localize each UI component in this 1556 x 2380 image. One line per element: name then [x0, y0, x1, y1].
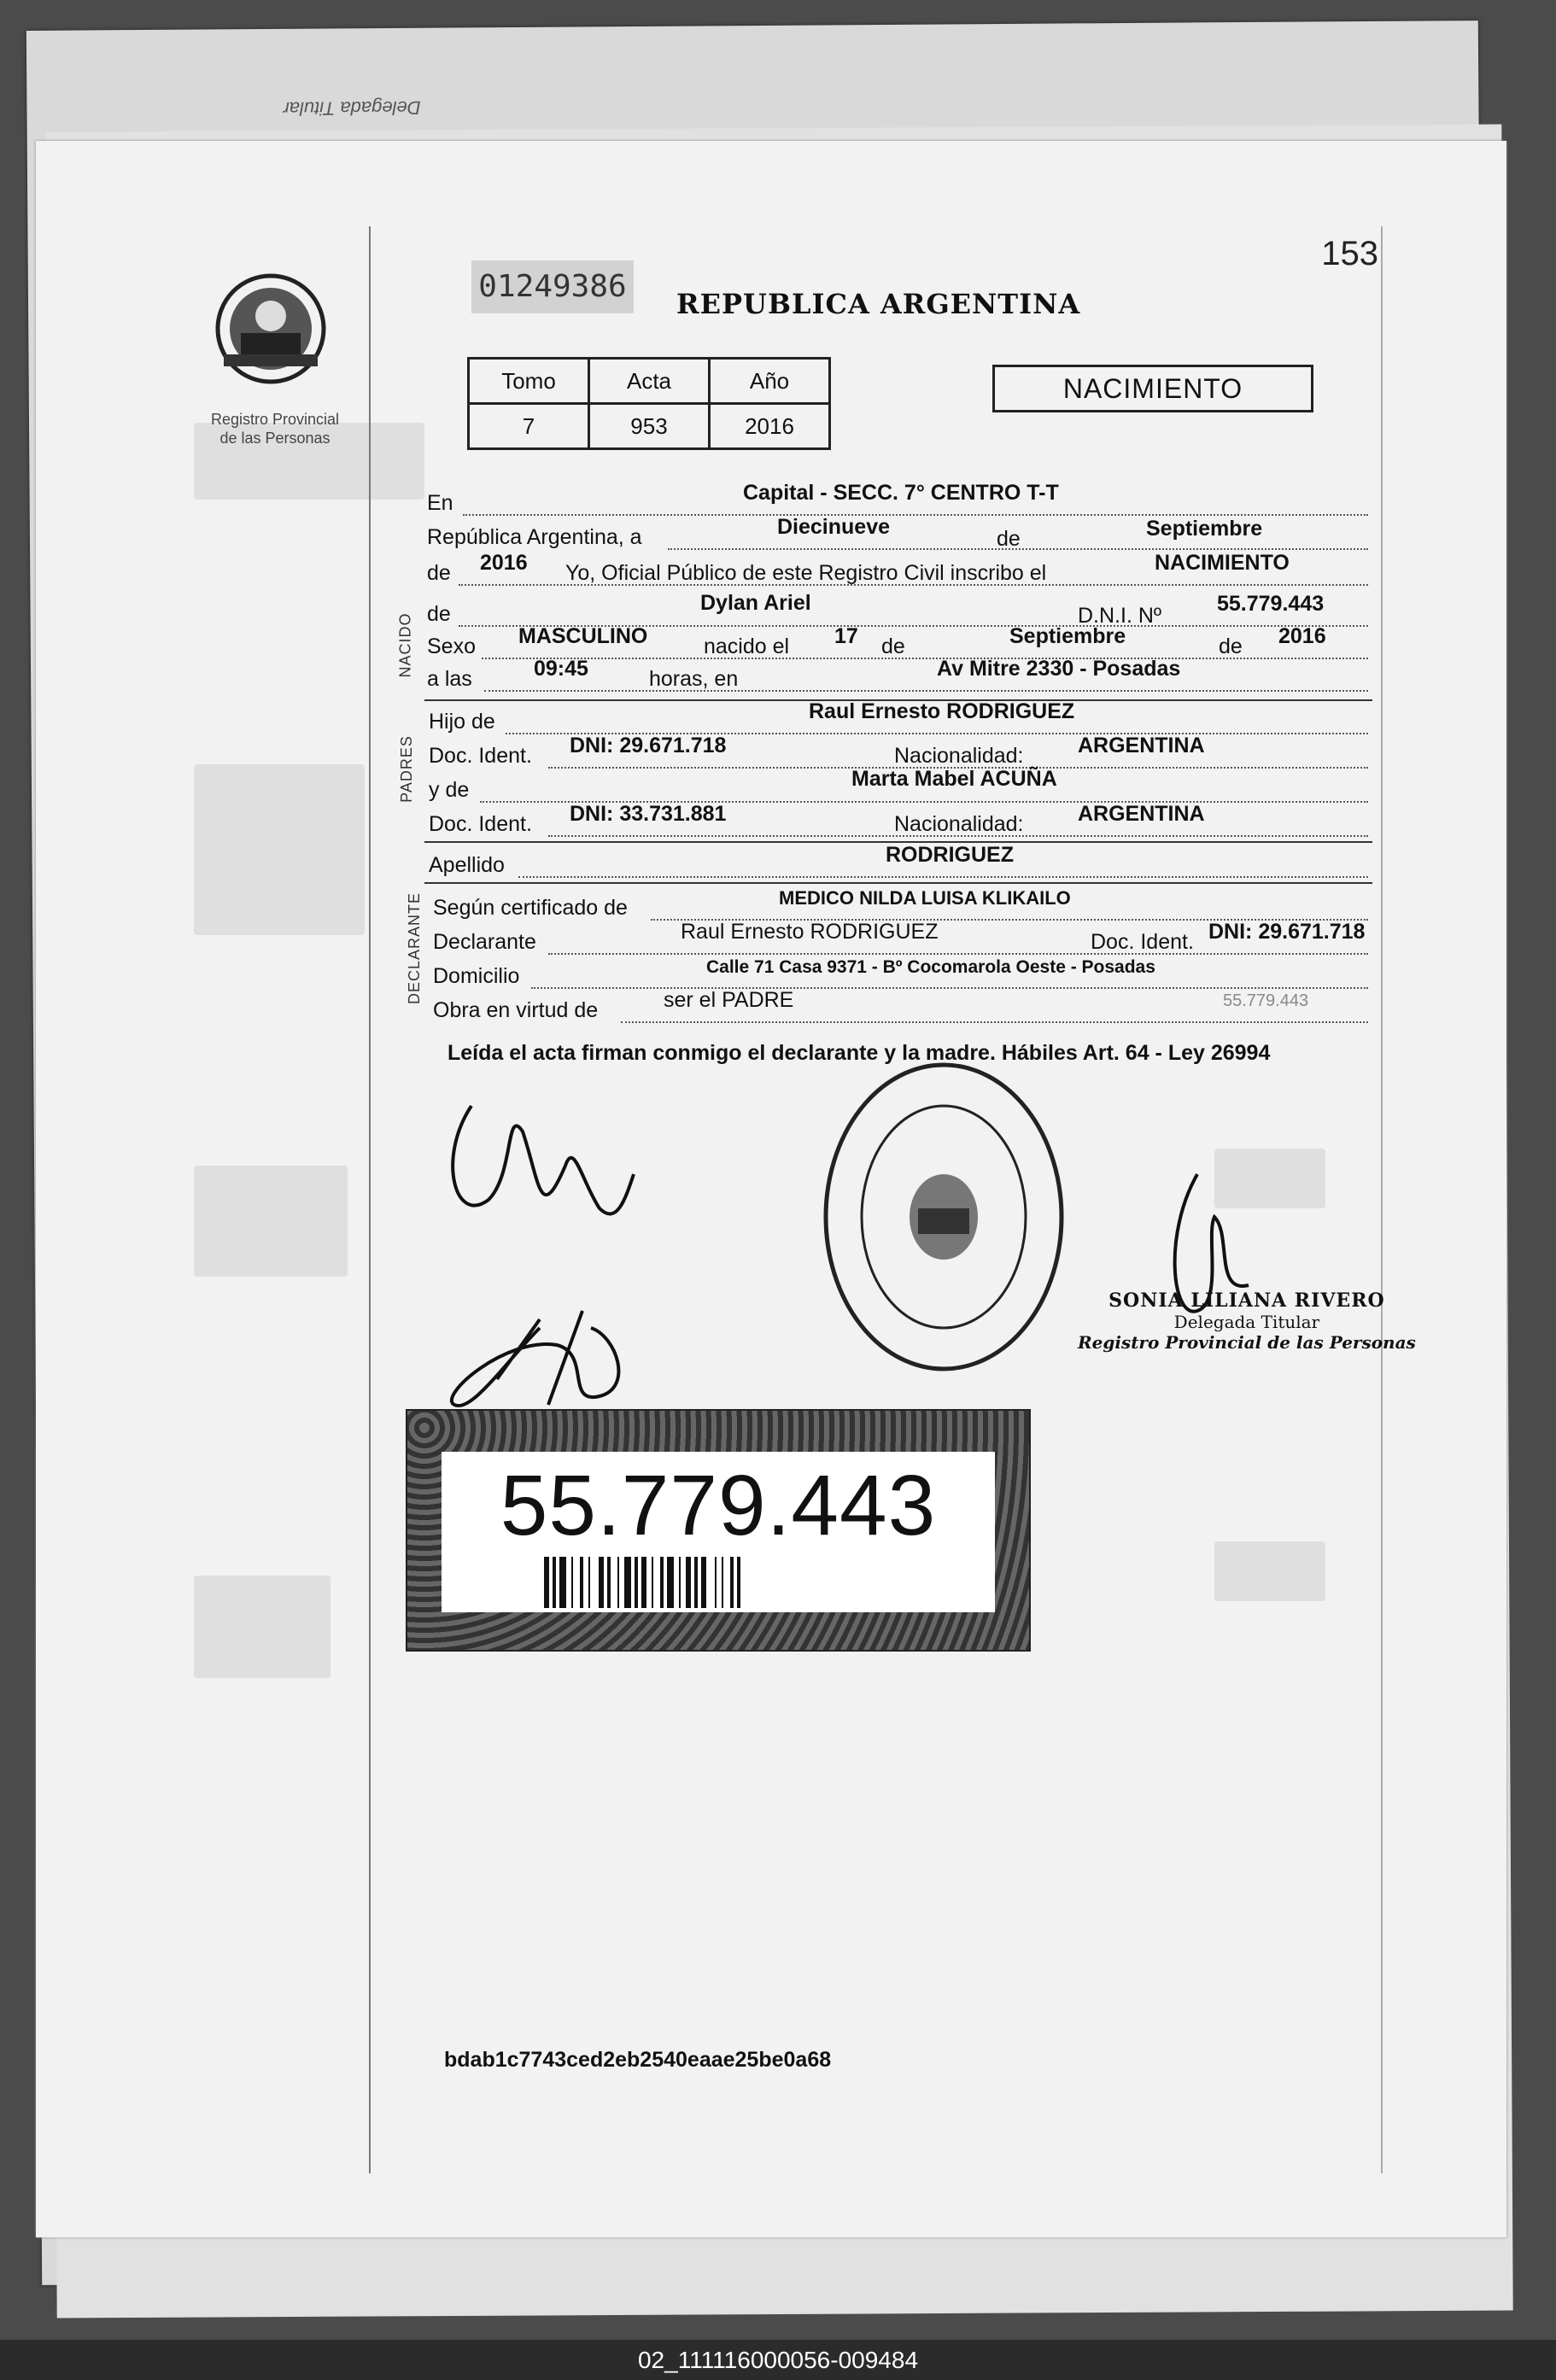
scan-filename: 02_111116000056-009484	[0, 2340, 1556, 2380]
bleed-through-mark	[194, 764, 365, 935]
value-hora: 09:45	[534, 657, 588, 681]
barcode-bar	[652, 1557, 653, 1608]
official-signature-block	[1078, 1289, 1416, 1353]
bleed-through-mark	[1214, 1541, 1325, 1601]
barcode-bar	[667, 1557, 674, 1608]
barcode-bar	[624, 1557, 631, 1608]
value-madre-doc: DNI: 33.731.881	[570, 802, 727, 826]
barcode-bar	[660, 1557, 664, 1608]
barcode-bar	[730, 1557, 734, 1608]
barcode-bar	[607, 1557, 611, 1608]
value-sexo: MASCULINO	[518, 624, 648, 648]
barcode-bar	[580, 1557, 583, 1608]
label-declarante: Declarante	[433, 930, 536, 954]
value-anio-nac: 2016	[1278, 624, 1326, 648]
value-padre-nac: ARGENTINA	[1078, 734, 1205, 757]
registry-caption-line: de las Personas	[219, 430, 331, 447]
value-tomo: 7	[469, 404, 589, 449]
barcode-label	[406, 1409, 1031, 1652]
label-dni: D.N.I. Nº	[1078, 604, 1162, 628]
value-anio: 2016	[710, 404, 830, 449]
birth-certificate-page	[36, 141, 1506, 2237]
barcode-bars-icon	[544, 1557, 903, 1608]
side-label-nacido: NACIDO	[396, 612, 414, 678]
margin-line	[369, 226, 371, 2173]
closing-statement: Leída el acta firman conmigo el declarante y la madre. Hábiles Art. 64 - Ley 26994	[447, 1041, 1271, 1065]
label-apellido: Apellido	[429, 853, 505, 877]
dotted-line	[518, 876, 1368, 878]
barcode-bar	[641, 1557, 646, 1608]
dotted-line	[548, 953, 1368, 955]
barcode-bar	[559, 1557, 566, 1608]
value-apellido: RODRIGUEZ	[886, 843, 1014, 867]
side-label-declarante: DECLARANTE	[406, 892, 424, 1005]
official-name: SONIA LILIANA RIVERO	[1109, 1289, 1385, 1312]
barcode-bar	[722, 1557, 723, 1608]
value-anio: 2016	[480, 551, 528, 575]
record-table	[467, 357, 831, 450]
label-de: de	[1219, 634, 1243, 658]
label-nacionalidad: Nacionalidad:	[894, 812, 1024, 836]
barcode-number: 55.779.443	[500, 1458, 937, 1553]
margin-line-right	[1381, 226, 1383, 2173]
barcode-bar	[701, 1557, 706, 1608]
label-doc-ident: Doc. Ident.	[429, 744, 532, 768]
value-padre-doc: DNI: 29.671.718	[570, 734, 727, 757]
barcode-bar	[588, 1557, 590, 1608]
label-domicilio: Domicilio	[433, 964, 520, 988]
label-de: de	[881, 634, 905, 658]
registry-caption	[190, 410, 360, 447]
value-dia-letras: Diecinueve	[777, 515, 891, 539]
label-de: de	[997, 527, 1021, 551]
value-acto: NACIMIENTO	[1155, 551, 1290, 575]
document-title: REPUBLICA ARGENTINA	[676, 288, 1081, 320]
dotted-line	[531, 987, 1368, 989]
label-doc-ident: Doc. Ident.	[429, 812, 532, 836]
registry-caption-line: Registro Provincial	[210, 411, 340, 428]
ghost-dni: 55.779.443	[1223, 991, 1309, 1010]
label-de: de	[427, 561, 451, 585]
barcode-bar	[694, 1557, 698, 1608]
serial-number: 01249386	[471, 260, 634, 313]
label-y-de: y de	[429, 778, 470, 802]
official-office: Registro Provincial de las Personas	[1078, 1332, 1416, 1353]
dotted-line	[484, 690, 1368, 692]
value-mes-letras: Septiembre	[1146, 517, 1263, 541]
label-horas-en: horas, en	[649, 667, 739, 691]
value-lugar-nac: Av Mitre 2330 - Posadas	[937, 657, 1181, 681]
label-obra-virtud: Obra en virtud de	[433, 998, 599, 1022]
header-tomo: Tomo	[469, 359, 589, 404]
official-role: Delegada Titular	[1173, 1312, 1320, 1332]
barcode-bar	[617, 1557, 619, 1608]
barcode-bar	[544, 1557, 549, 1608]
value-dni: 55.779.443	[1217, 592, 1325, 616]
label-segun-certificado: Según certificado de	[433, 896, 628, 920]
barcode-bar	[679, 1557, 681, 1608]
label-a-las: a las	[427, 667, 472, 691]
label-de: de	[427, 602, 451, 626]
barcode-bar	[715, 1557, 717, 1608]
value-madre: Marta Mabel ACUÑA	[851, 767, 1057, 791]
header-acta: Acta	[589, 359, 710, 404]
value-domicilio: Calle 71 Casa 9371 - Bº Cocomarola Oeste - Posadas	[706, 957, 1155, 977]
page-number: 153	[1321, 235, 1378, 272]
dotted-line	[463, 514, 1368, 516]
value-obra-virtud: ser el PADRE	[664, 988, 794, 1012]
label-yo-oficial: Yo, Oficial Público de este Registro Civil inscribo el	[565, 561, 1047, 585]
value-nombre: Dylan Ariel	[700, 591, 811, 615]
value-mes-nac: Septiembre	[1009, 624, 1126, 648]
value-acta: 953	[589, 404, 710, 449]
label-en: En	[427, 491, 453, 515]
value-dia-nac: 17	[834, 624, 858, 648]
value-declarante-doc: DNI: 29.671.718	[1208, 920, 1366, 944]
barcode-bar	[686, 1557, 691, 1608]
value-padre: Raul Ernesto RODRIGUEZ	[809, 699, 1075, 723]
barcode-bar	[571, 1557, 573, 1608]
barcode-bar	[737, 1557, 740, 1608]
value-lugar: Capital - SECC. 7° CENTRO T-T	[743, 481, 1059, 505]
label-republica: República Argentina, a	[427, 525, 642, 549]
bleed-through-mark	[194, 1166, 348, 1277]
official-stamp-icon	[820, 1059, 1068, 1375]
record-type-box: NACIMIENTO	[992, 365, 1313, 412]
province-seal-icon	[207, 269, 335, 389]
barcode-bar	[553, 1557, 556, 1608]
value-madre-nac: ARGENTINA	[1078, 802, 1205, 826]
label-doc-ident: Doc. Ident.	[1091, 930, 1194, 954]
dotted-line	[621, 1021, 1368, 1023]
header-anio: Año	[710, 359, 830, 404]
value-declarante: Raul Ernesto RODRIGUEZ	[681, 920, 939, 944]
back-sheet-text: Delegada Titular	[283, 96, 421, 120]
side-label-padres: PADRES	[397, 735, 415, 803]
label-hijo-de: Hijo de	[429, 710, 495, 734]
barcode-bar	[635, 1557, 638, 1608]
bleed-through-mark	[194, 1576, 331, 1678]
label-nacido-el: nacido el	[704, 634, 790, 658]
label-sexo: Sexo	[427, 634, 476, 658]
barcode-bar	[599, 1557, 604, 1608]
section-separator	[424, 882, 1372, 884]
value-certificado: MEDICO NILDA LUISA KLIKAILO	[779, 887, 1071, 909]
label-nacionalidad: Nacionalidad:	[894, 744, 1024, 768]
document-hash: bdab1c7743ced2eb2540eaae25be0a68	[444, 2048, 832, 2072]
barcode-inner	[442, 1452, 995, 1612]
